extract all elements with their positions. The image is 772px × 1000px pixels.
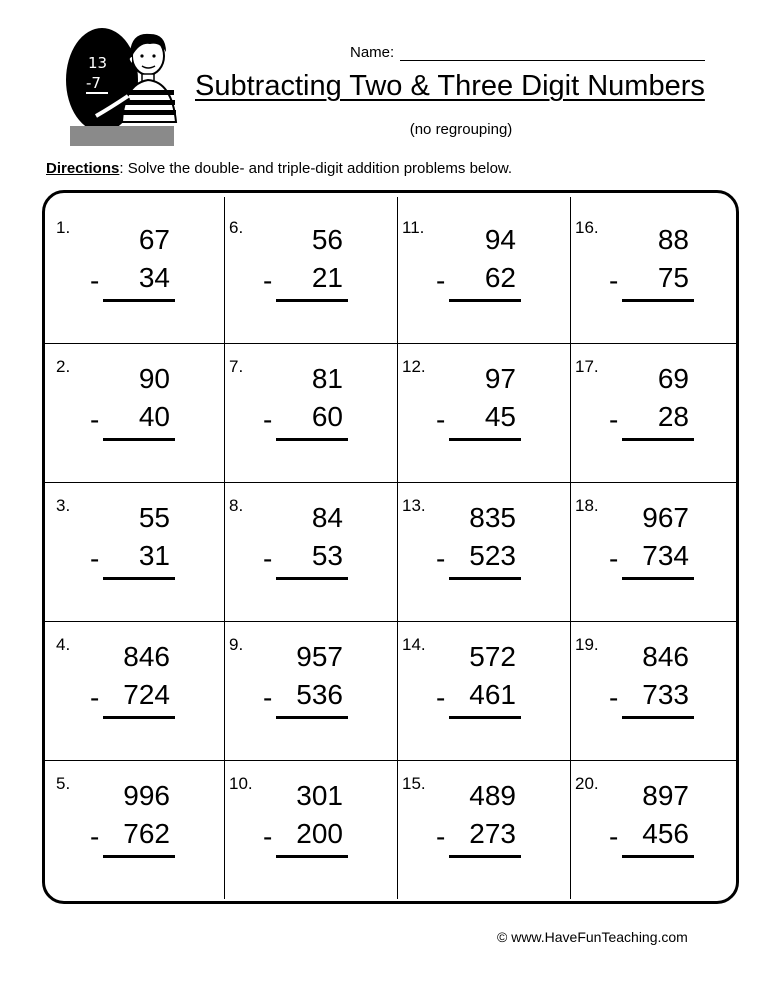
answer-line xyxy=(622,438,694,441)
name-label: Name: xyxy=(350,44,395,61)
directions xyxy=(46,160,512,177)
subtrahend: 734 xyxy=(642,540,689,571)
subtrahend: 75 xyxy=(657,262,689,293)
problem-cell[interactable] xyxy=(389,343,561,482)
problem-number: 17. xyxy=(575,357,599,376)
answer-line xyxy=(103,855,175,858)
problem-number: 8. xyxy=(229,496,244,515)
minuend: 56 xyxy=(311,224,343,255)
subtrahend: 53 xyxy=(311,540,343,571)
minus-sign: - xyxy=(609,682,619,713)
minus-sign: - xyxy=(263,404,273,435)
problem-number: 2. xyxy=(56,357,71,376)
minus-sign: - xyxy=(436,682,446,713)
minus-sign: - xyxy=(609,404,619,435)
minuend: 84 xyxy=(311,502,343,533)
problem-number: 18. xyxy=(575,496,599,515)
problem-number: 12. xyxy=(402,357,426,376)
problem-cell[interactable] xyxy=(216,204,388,343)
answer-line xyxy=(449,299,521,302)
problem-cell[interactable] xyxy=(43,343,215,482)
minuend: 301 xyxy=(296,780,343,811)
subtrahend: 724 xyxy=(123,679,170,710)
subtrahend: 456 xyxy=(642,818,689,849)
problem-number: 9. xyxy=(229,635,244,654)
answer-line xyxy=(449,716,521,719)
minuend: 55 xyxy=(138,502,170,533)
minus-sign: - xyxy=(90,682,100,713)
answer-line xyxy=(276,716,348,719)
worksheet-subtitle: (no regrouping) xyxy=(409,121,513,138)
answer-line xyxy=(622,855,694,858)
problem-cell[interactable] xyxy=(216,343,388,482)
subtrahend: 21 xyxy=(311,262,343,293)
minuend: 846 xyxy=(642,641,689,672)
minuend: 897 xyxy=(642,780,689,811)
answer-line xyxy=(276,855,348,858)
minus-sign: - xyxy=(90,543,100,574)
minuend: 88 xyxy=(657,224,689,255)
answer-line xyxy=(103,438,175,441)
problem-number: 1. xyxy=(56,218,71,237)
minus-sign: - xyxy=(436,404,446,435)
minus-sign: - xyxy=(436,543,446,574)
problem-number: 19. xyxy=(575,635,599,654)
subtrahend: 762 xyxy=(123,818,170,849)
answer-line xyxy=(449,855,521,858)
chalkboard-top-number: 13 xyxy=(88,54,108,72)
directions-label: Directions xyxy=(46,160,120,177)
minus-sign: - xyxy=(90,404,100,435)
minuend: 996 xyxy=(123,780,170,811)
answer-line xyxy=(622,299,694,302)
problem-number: 14. xyxy=(402,635,426,654)
minuend: 572 xyxy=(469,641,516,672)
problem-number: 13. xyxy=(402,496,426,515)
problem-number: 5. xyxy=(56,774,71,793)
answer-line xyxy=(622,577,694,580)
name-blank-line[interactable] xyxy=(400,46,705,61)
minuend: 67 xyxy=(138,224,170,255)
subtrahend: 45 xyxy=(484,401,516,432)
answer-line xyxy=(622,716,694,719)
answer-line xyxy=(449,577,521,580)
minus-sign: - xyxy=(609,265,619,296)
answer-line xyxy=(103,299,175,302)
minuend: 94 xyxy=(484,224,516,255)
subtrahend: 200 xyxy=(296,818,343,849)
problem-cell[interactable] xyxy=(389,482,561,621)
minuend: 90 xyxy=(138,363,170,394)
problem-number: 3. xyxy=(56,496,71,515)
subtrahend: 62 xyxy=(484,262,516,293)
problem-cell[interactable] xyxy=(43,204,215,343)
problem-number: 7. xyxy=(229,357,244,376)
minus-sign: - xyxy=(263,265,273,296)
minuend: 967 xyxy=(642,502,689,533)
problem-cell[interactable] xyxy=(216,621,388,760)
minuend: 835 xyxy=(469,502,516,533)
chalkboard-bottom-number: -7 xyxy=(86,74,101,92)
problem-cell[interactable] xyxy=(562,204,734,343)
problem-number: 20. xyxy=(575,774,599,793)
problem-cell[interactable] xyxy=(562,343,734,482)
subtrahend: 28 xyxy=(657,401,689,432)
problem-cell[interactable] xyxy=(562,482,734,621)
minus-sign: - xyxy=(263,682,273,713)
problem-cell[interactable] xyxy=(389,621,561,760)
minuend: 489 xyxy=(469,780,516,811)
subtrahend: 536 xyxy=(296,679,343,710)
problem-cell[interactable] xyxy=(216,760,388,899)
subtrahend: 733 xyxy=(642,679,689,710)
problem-number: 6. xyxy=(229,218,244,237)
problem-number: 4. xyxy=(56,635,71,654)
problem-cell[interactable] xyxy=(216,482,388,621)
problem-number: 11. xyxy=(402,218,425,237)
problem-cell[interactable] xyxy=(562,760,734,899)
minus-sign: - xyxy=(436,265,446,296)
directions-text: : Solve the double- and triple-digit addition problems below. xyxy=(119,160,513,177)
answer-line xyxy=(276,438,348,441)
subtrahend: 273 xyxy=(469,818,516,849)
name-field[interactable] xyxy=(350,44,705,61)
worksheet-title: Subtracting Two & Three Digit Numbers xyxy=(195,70,705,102)
minus-sign: - xyxy=(609,543,619,574)
problem-cell[interactable] xyxy=(389,760,561,899)
answer-line xyxy=(103,577,175,580)
answer-line xyxy=(449,438,521,441)
problem-number: 10. xyxy=(229,774,253,793)
problem-cell[interactable] xyxy=(389,204,561,343)
minus-sign: - xyxy=(436,821,446,852)
minuend: 957 xyxy=(296,641,343,672)
problem-cell[interactable] xyxy=(562,621,734,760)
minuend: 81 xyxy=(311,363,343,394)
problem-cell[interactable] xyxy=(43,760,215,899)
subtrahend: 523 xyxy=(469,540,516,571)
minuend: 846 xyxy=(123,641,170,672)
answer-line xyxy=(276,299,348,302)
minus-sign: - xyxy=(609,821,619,852)
copyright-footer: © www.HaveFunTeaching.com xyxy=(497,929,688,945)
minuend: 97 xyxy=(484,363,516,394)
subtrahend: 34 xyxy=(138,262,170,293)
problem-number: 16. xyxy=(575,218,599,237)
answer-line xyxy=(276,577,348,580)
subtrahend: 461 xyxy=(469,679,516,710)
subtrahend: 31 xyxy=(138,540,170,571)
subtrahend: 60 xyxy=(311,401,343,432)
problem-cell[interactable] xyxy=(43,621,215,760)
minus-sign: - xyxy=(90,821,100,852)
minus-sign: - xyxy=(90,265,100,296)
subtrahend: 40 xyxy=(138,401,170,432)
minus-sign: - xyxy=(263,821,273,852)
minus-sign: - xyxy=(263,543,273,574)
problem-number: 15. xyxy=(402,774,426,793)
problem-cell[interactable] xyxy=(43,482,215,621)
answer-line xyxy=(103,716,175,719)
minuend: 69 xyxy=(657,363,689,394)
